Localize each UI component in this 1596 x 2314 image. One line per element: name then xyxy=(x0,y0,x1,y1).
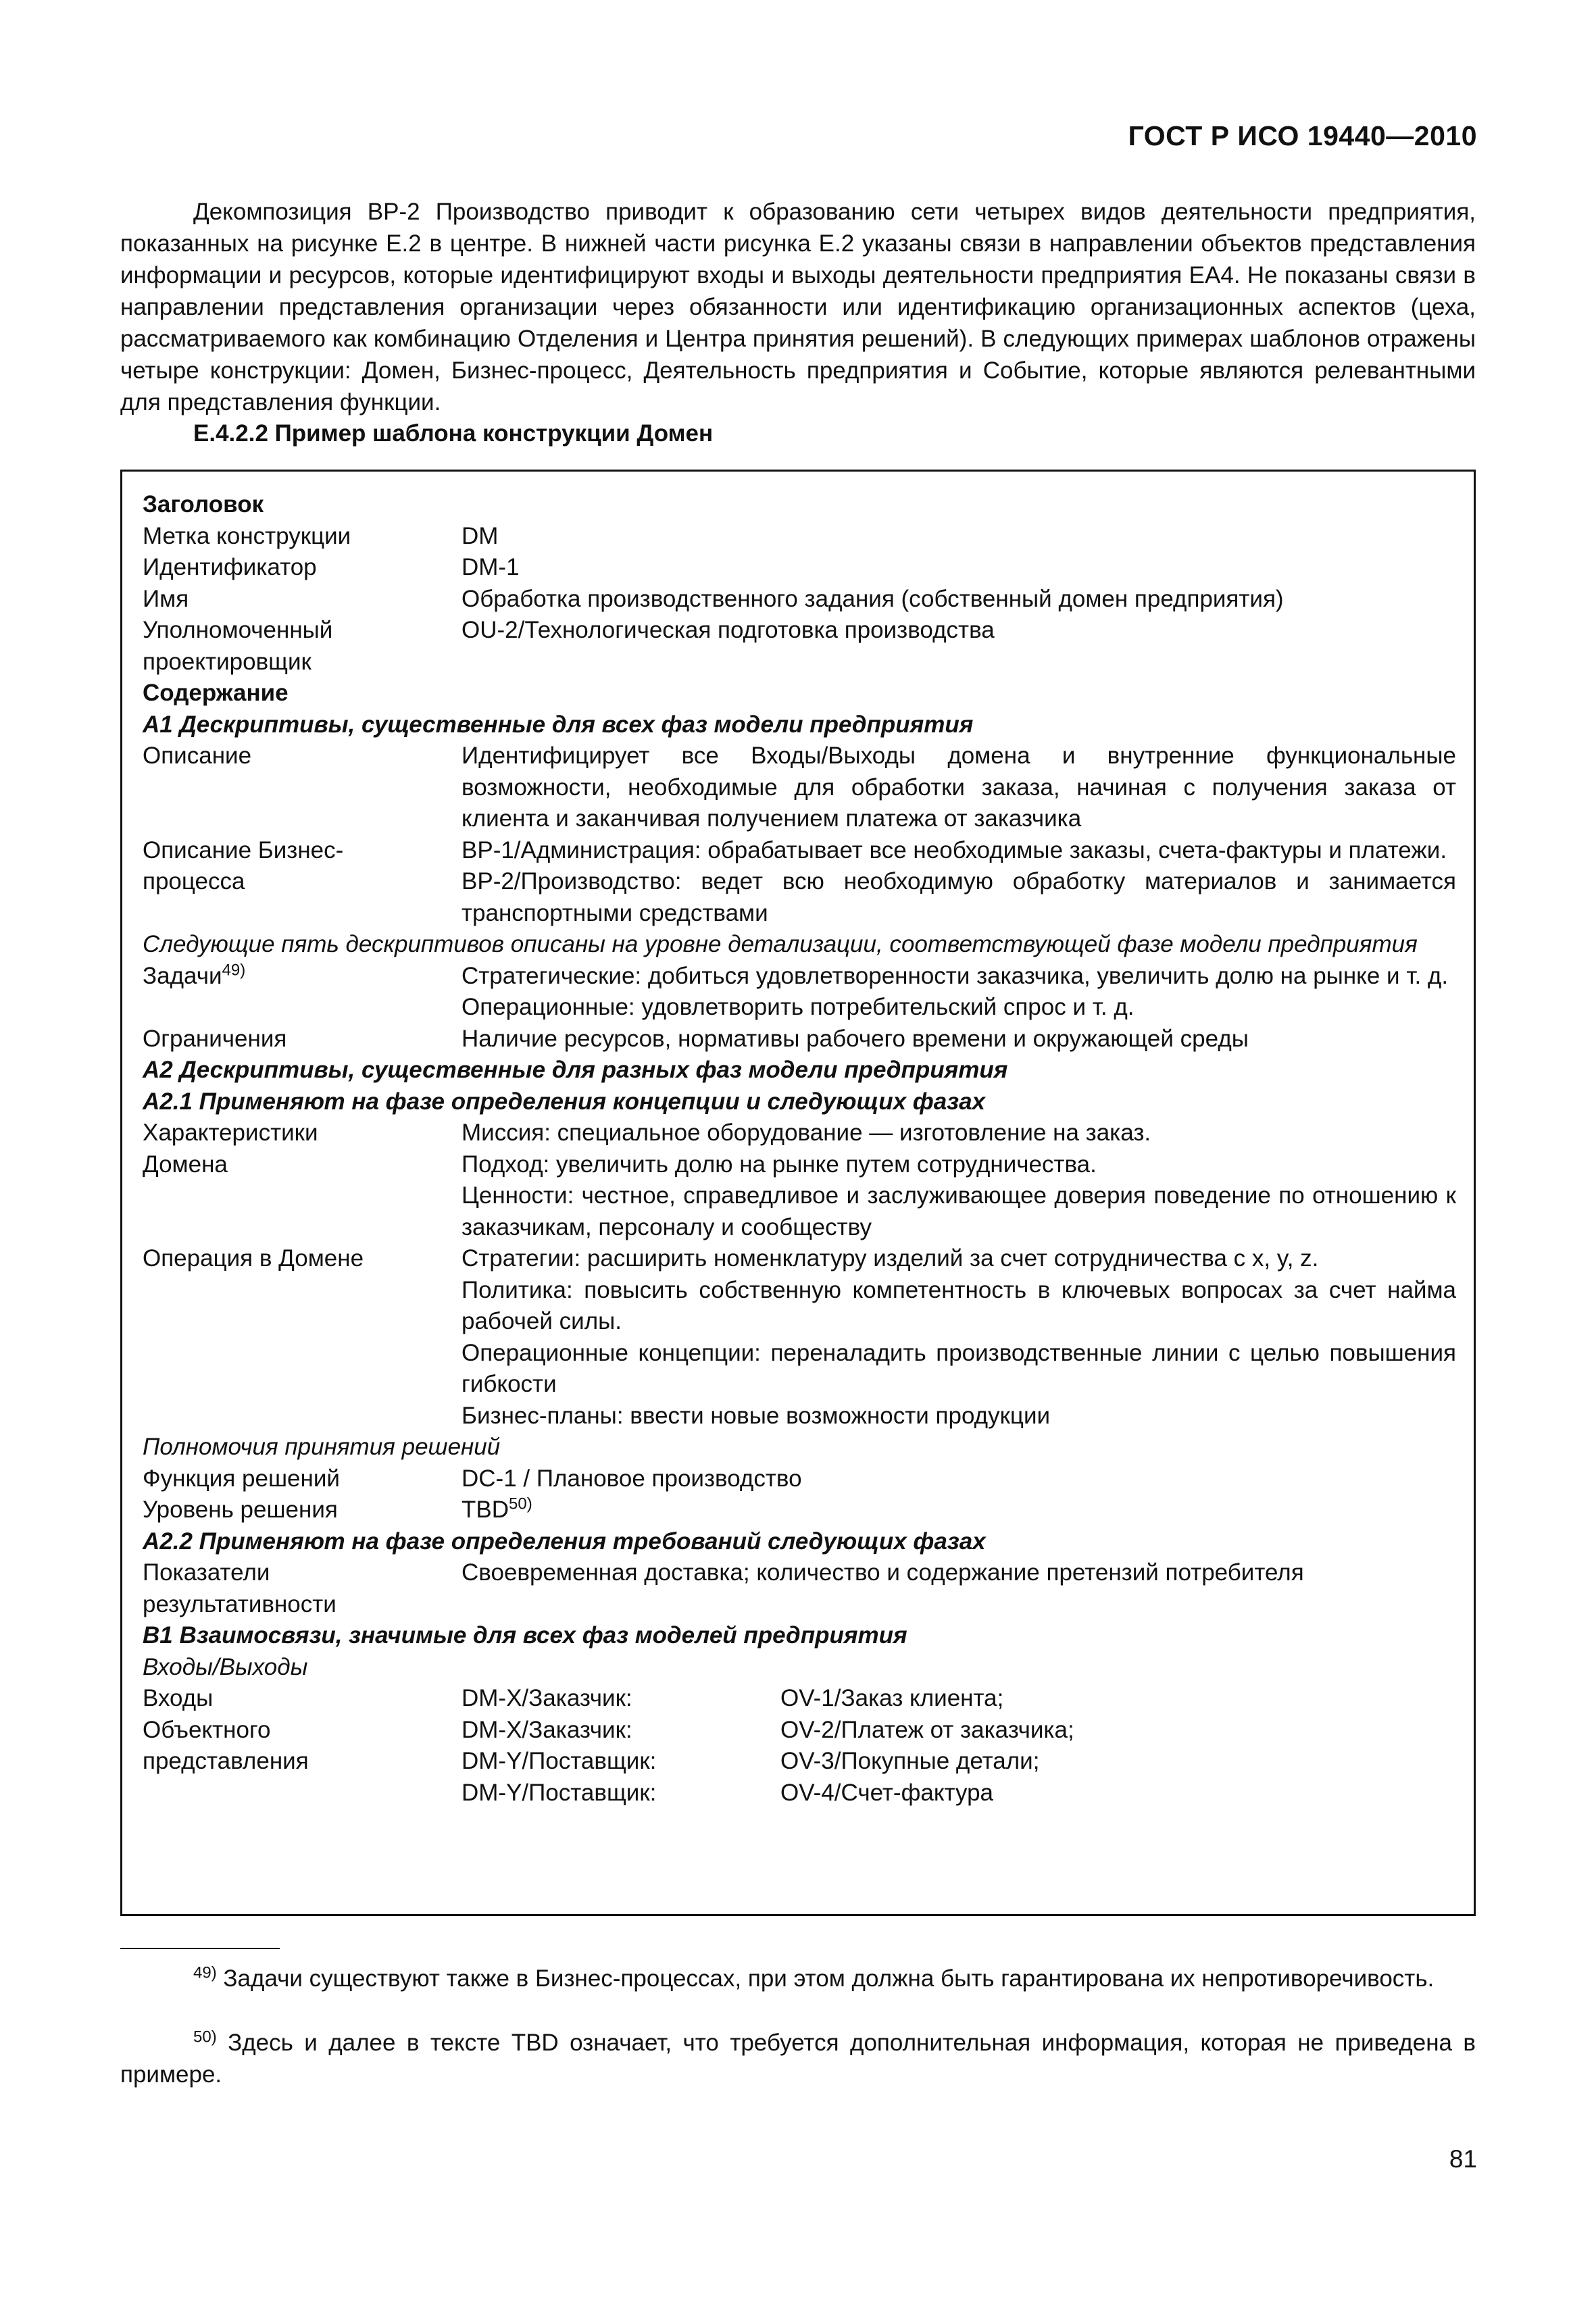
template-row xyxy=(143,835,1456,930)
row-label: Идентификатор xyxy=(143,554,317,580)
footnote-ref-49: 49) xyxy=(222,960,246,979)
row-value xyxy=(462,835,1456,930)
footnote-mark: 49) xyxy=(193,1963,217,1982)
template-row xyxy=(143,584,1456,615)
tasks-label: Задачи xyxy=(143,962,222,989)
section-a21: A2.1 Применяют на фазе определения концепции и следующих фазах xyxy=(143,1088,986,1115)
op1-text: Стратегии: расширить номенклатуру изделий за счет сотрудничества с x, y, z. xyxy=(462,1245,1319,1272)
row-label: Ограничения xyxy=(143,1025,287,1052)
template-row xyxy=(143,1463,1456,1495)
dm-cell: DM-Y/Поставщик: xyxy=(462,1779,657,1806)
row-label: Метка конструкции xyxy=(143,522,351,549)
row-label: Уполномоченный проектировщик xyxy=(143,617,333,675)
tasks1-text: Стратегические: добиться удовлетворенности заказчика, увеличить долю на рынке и т. д. xyxy=(462,962,1449,989)
footnote-mark: 50) xyxy=(193,2028,217,2046)
footnote-text: Задачи существуют также в Бизнес-процессах, при этом должна быть гарантирована их непротиворечивость. xyxy=(223,1965,1435,1992)
object-label-line: Входы xyxy=(143,1685,214,1711)
section-a1: A1 Дескриптивы, существенные для всех фаз модели предприятия xyxy=(143,711,974,738)
section-a2: A2 Дескриптивы, существенные для разных фаз модели предприятия xyxy=(143,1057,1008,1083)
row-label: Операция в Домене xyxy=(143,1245,364,1272)
row-value xyxy=(462,961,1456,1024)
footnote-ref-50: 50) xyxy=(509,1494,532,1513)
object-label-line xyxy=(143,1778,462,1809)
template-table xyxy=(120,470,1476,1916)
row-value: Обработка производственного задания (собственный домен предприятия) xyxy=(462,585,1284,612)
row-value: DC-1 / Плановое производство xyxy=(462,1465,802,1492)
row-value: Идентифицирует все Входы/Выходы домена и внутренние функциональные возможности, необходимые для обработки заказа, начиная с получения заказа от клиента и заканчивая получением платежа от заказчика xyxy=(462,743,1456,832)
template-row xyxy=(143,740,1456,835)
content-label: Содержание xyxy=(143,680,289,706)
section-title: E.4.2.2 Пример шаблона конструкции Домен xyxy=(193,420,714,447)
op4-text: Бизнес-планы: ввести новые возможности продукции xyxy=(462,1402,1051,1429)
op2-text: Политика: повысить собственную компетентность в ключевых вопросах за счет найма рабочей силы. xyxy=(462,1276,1456,1334)
ov-cell: OV-3/Покупные детали; xyxy=(780,1748,1040,1774)
char2-text: Подход: увеличить долю на рынке путем сотрудничества. xyxy=(462,1151,1097,1178)
row-label: Уровень решения xyxy=(143,1496,338,1523)
footnote-50 xyxy=(120,2027,1476,2090)
io-table-row xyxy=(143,1683,1456,1715)
ov-cell: OV-4/Счет-фактура xyxy=(780,1779,994,1806)
char3-text: Ценности: честное, справедливое и заслуживающее доверия поведение по отношению к заказчикам, персоналу и сообществу xyxy=(462,1182,1456,1240)
template-row xyxy=(143,1243,1456,1432)
document-id: ГОСТ Р ИСО 19440—2010 xyxy=(1128,120,1477,151)
object-label-line: Объектного xyxy=(143,1716,271,1743)
row-value: Своевременная доставка; количество и содержание претензий потребителя xyxy=(462,1559,1304,1586)
ov-cell: OV-1/Заказ клиента; xyxy=(780,1685,1004,1711)
row-value xyxy=(462,1117,1456,1243)
dm-cell: DM-Y/Поставщик: xyxy=(462,1748,657,1774)
template-row xyxy=(143,552,1456,584)
row-label: Характеристики Домена xyxy=(143,1120,318,1178)
powers-label: Полномочия принятия решений xyxy=(143,1434,501,1460)
template-row xyxy=(143,1557,1456,1620)
tasks2-text: Операционные: удовлетворить потребительский спрос и т. д. xyxy=(462,994,1134,1020)
row-label: Показатели результативности xyxy=(143,1559,336,1617)
row-value: DM-1 xyxy=(462,554,520,580)
row-label: Имя xyxy=(143,585,189,612)
section-b1: B1 Взаимосвязи, значимые для всех фаз моделей предприятия xyxy=(143,1622,907,1649)
io-label: Входы/Выходы xyxy=(143,1653,308,1680)
io-table-row xyxy=(143,1778,1456,1809)
row-value: Наличие ресурсов, нормативы рабочего времени и окружающей среды xyxy=(462,1025,1249,1052)
row-value xyxy=(462,1494,1456,1526)
row-value: DM xyxy=(462,522,499,549)
row-label xyxy=(143,961,462,1024)
footnote-text: Здесь и далее в тексте TBD означает, что требуется дополнительная информация, которая не приведена в примере. xyxy=(120,2030,1476,2088)
bp2-text: BP-2/Производство: ведет всю необходимую обработку материалов и занимается транспортными средствами xyxy=(462,868,1456,926)
row-label: Описание xyxy=(143,743,252,769)
object-label-line: представления xyxy=(143,1748,309,1774)
op3-text: Операционные концепции: переналадить производственные линии с целью повышения гибкости xyxy=(462,1339,1456,1397)
template-row xyxy=(143,1024,1456,1055)
dm-cell: DM-X/Заказчик: xyxy=(462,1685,632,1711)
section-a22: A2.2 Применяют на фазе определения требований следующих фазах xyxy=(143,1528,986,1555)
template-row xyxy=(143,521,1456,553)
row-value xyxy=(462,1243,1456,1432)
dm-cell: DM-X/Заказчик: xyxy=(462,1716,632,1743)
page-number: 81 xyxy=(1449,2145,1477,2173)
level-value: TBD xyxy=(462,1496,509,1523)
template-row xyxy=(143,961,1456,1024)
char1-text: Миссия: специальное оборудование — изготовление на заказ. xyxy=(462,1120,1151,1146)
bp1-text: BP-1/Администрация: обрабатывает все необходимые заказы, счета-фактуры и платежи. xyxy=(462,836,1447,863)
template-row xyxy=(143,1117,1456,1243)
row-label: Функция решений xyxy=(143,1465,340,1492)
template-row xyxy=(143,615,1456,678)
five-descriptives-note: Следующие пять дескриптивов описаны на уровне детализации, соответствующей фазе модели предприятия xyxy=(143,931,1418,957)
io-table-row xyxy=(143,1715,1456,1746)
io-table-row xyxy=(143,1746,1456,1778)
row-value: OU-2/Технологическая подготовка производства xyxy=(462,617,995,643)
template-row xyxy=(143,1494,1456,1526)
ov-cell: OV-2/Платеж от заказчика; xyxy=(780,1716,1074,1743)
heading-label: Заголовок xyxy=(143,491,264,518)
footnote-49 xyxy=(120,1963,1476,1994)
intro-paragraph: Декомпозиция BP-2 Производство приводит к образованию сети четырех видов деятельности предприятия, показанных на рисунке E.2 в центре. В нижней части рисунка E.2 указаны связи в направлении объектов представления информации и ресурсов, которые идентифицируют входы и выходы деятельности предприятия EA4. Не показаны связи в направлении представления организации через обязанности или идентификацию организационных аспектов (цеха, рассматриваемого как комбинацию Отделения и Центра принятия решений). В следующих примерах шаблонов отражены четыре конструкции: Домен, Бизнес-процесс, Деятельность предприятия и Событие, которые являются релевантными для представления функции. xyxy=(120,199,1476,416)
footnote-separator xyxy=(120,1948,280,1949)
row-label: Описание Бизнес-процесса xyxy=(143,836,344,895)
